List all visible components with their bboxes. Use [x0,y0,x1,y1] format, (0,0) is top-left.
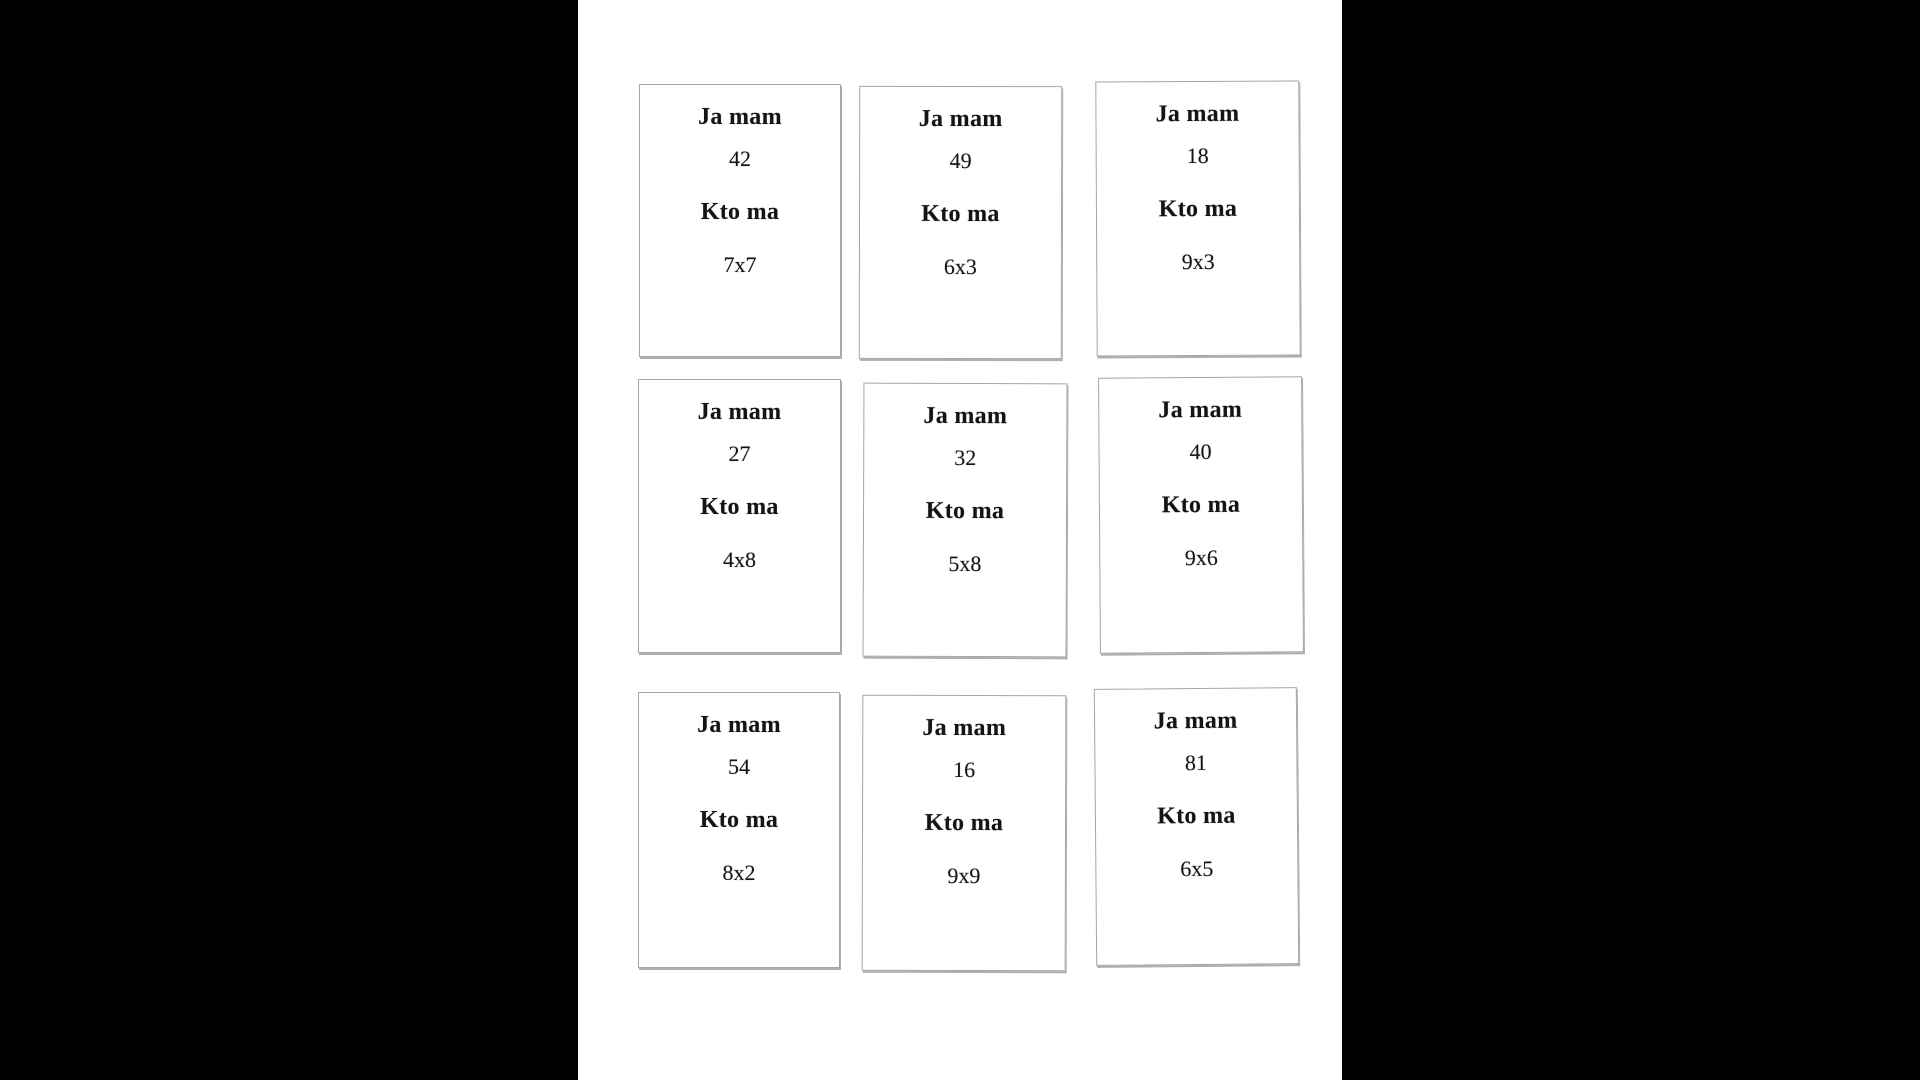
card-have-label: Ja mam [697,399,782,425]
card-who-label: Kto ma [700,494,779,520]
card-who-label: Kto ma [700,199,780,225]
card-have-label: Ja mam [918,105,1003,133]
card-have-value: 27 [728,441,751,466]
card-who-label: Kto ma [925,497,1005,525]
card-who-label: Kto ma [1158,195,1238,223]
card-have-label: Ja mam [698,104,782,130]
card-who-expression: 7x7 [723,252,757,277]
game-card [639,84,841,357]
card-have-value: 54 [728,754,750,779]
card-who-expression: 4x8 [723,547,756,572]
card-have-value: 49 [949,147,972,174]
card-have-value: 40 [1189,438,1212,465]
card-who-label: Kto ma [1161,491,1241,519]
card-have-label: Ja mam [1153,707,1238,735]
game-card [863,383,1068,658]
game-card [638,379,841,653]
card-who-expression: 8x2 [722,860,756,885]
game-card [638,692,840,968]
card-have-value: 81 [1184,749,1208,776]
card-have-label: Ja mam [1155,100,1240,128]
card-who-expression: 6x5 [1180,855,1214,882]
card-who-expression: 9x9 [947,862,981,889]
card-have-value: 16 [953,756,976,783]
game-card [862,695,1067,972]
game-card [1098,376,1304,653]
card-have-label: Ja mam [922,714,1007,742]
card-have-value: 18 [1186,142,1209,169]
card-have-label: Ja mam [697,712,781,738]
document-page [578,0,1342,1080]
game-card [859,86,1062,359]
card-who-label: Kto ma [924,809,1004,837]
card-who-label: Kto ma [699,807,779,833]
game-card [1094,687,1299,966]
card-who-expression: 9x3 [1181,248,1215,275]
card-have-label: Ja mam [923,402,1008,430]
card-who-label: Kto ma [1157,802,1236,830]
card-who-expression: 5x8 [948,550,982,577]
card-who-expression: 6x3 [943,253,977,280]
card-have-value: 32 [954,444,977,471]
game-card [1095,80,1300,356]
card-who-expression: 9x6 [1184,544,1218,571]
card-have-value: 42 [729,146,751,171]
card-who-label: Kto ma [921,200,1000,228]
card-have-label: Ja mam [1158,396,1243,424]
